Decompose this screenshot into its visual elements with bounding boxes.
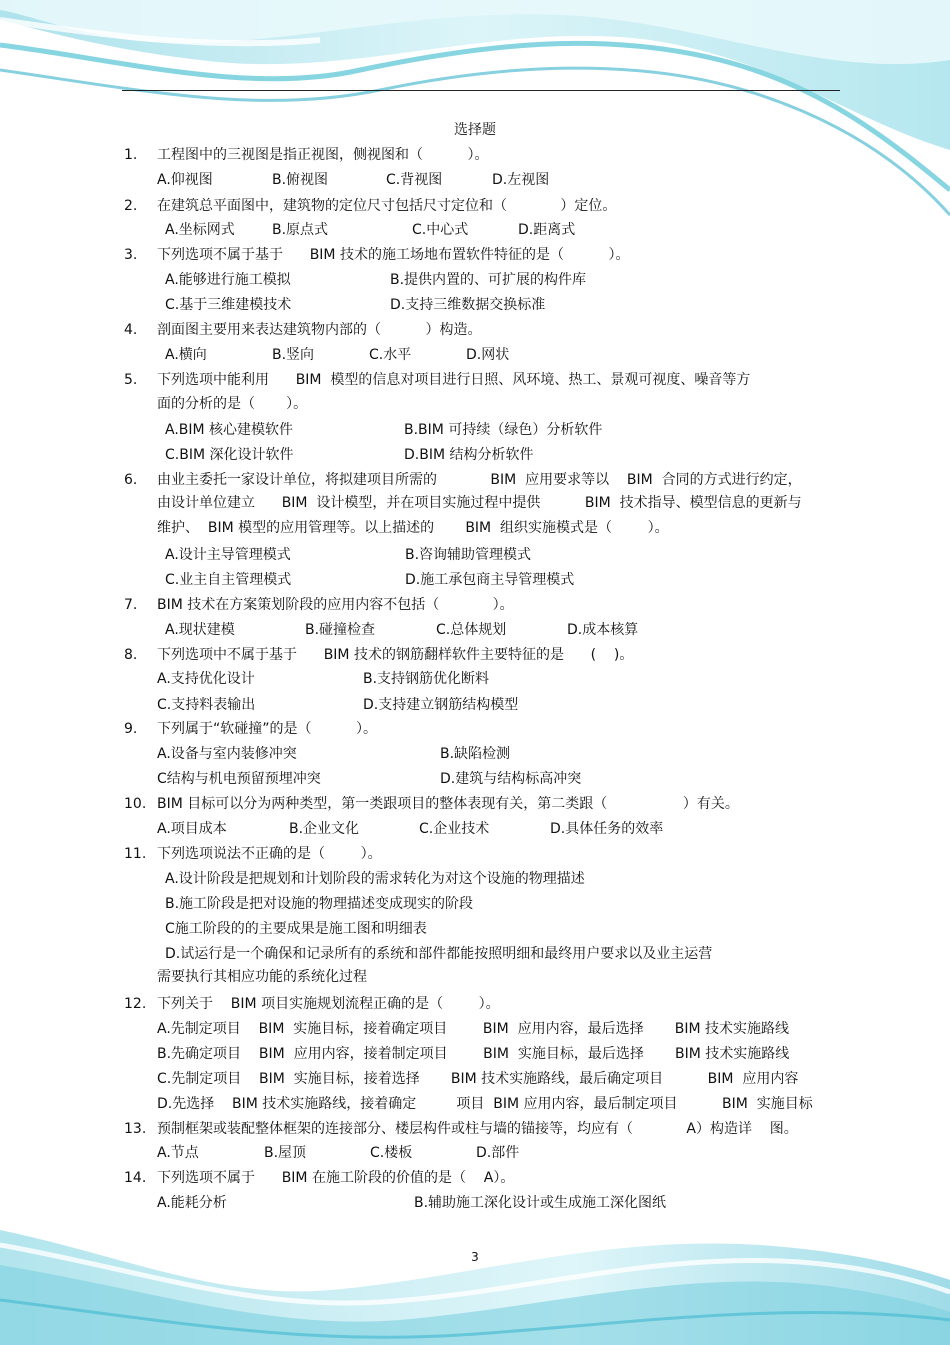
answer-option: C施工阶段的的主要成果是施工图和明细表: [165, 921, 427, 937]
question-stem-line: 由设计单位建立 BIM 设计模型，并在项目实施过程中提供 BIM 技术指导、模型信息的更新与: [157, 495, 802, 511]
answer-option: 需要执行其相应功能的系统化过程: [157, 969, 367, 985]
answer-option: B.施工阶段是把对设施的物理描述变成现实的阶段: [165, 896, 474, 912]
answer-option: D.部件: [476, 1145, 520, 1161]
page-number: 3: [471, 1250, 479, 1264]
answer-option: B.屋顶: [264, 1145, 307, 1161]
answer-option: A.坐标网式: [165, 222, 235, 238]
question-number: 6.: [124, 472, 138, 488]
question-stem-line: 工程图中的三视图是指正视图，侧视图和（ ）。: [157, 147, 489, 163]
question-stem-line: BIM 技术在方案策划阶段的应用内容不包括（ ）。: [157, 597, 514, 613]
answer-option: D.支持三维数据交换标准: [390, 297, 546, 313]
answer-option: C.先制定项目 BIM 实施目标，接着选择 BIM 技术实施路线，最后确定项目 BIM 应用内容: [157, 1071, 799, 1087]
answer-option: C.企业技术: [419, 821, 490, 837]
question-stem-line: 下列选项不属于基于 BIM 技术的施工场地布置软件特征的是（ ）。: [157, 247, 630, 263]
answer-option: A.节点: [157, 1145, 199, 1161]
question-number: 9.: [124, 721, 138, 737]
answer-option: B.竖向: [272, 347, 315, 363]
answer-option: A.BIM 核心建模软件: [165, 422, 294, 438]
answer-option: B.咨询辅助管理模式: [405, 547, 532, 563]
answer-option: B.支持钢筋优化断料: [363, 671, 490, 687]
page-title: 选择题: [454, 122, 496, 138]
answer-option: A.能耗分析: [157, 1195, 227, 1211]
answer-option: D.支持建立钢筋结构模型: [363, 697, 519, 713]
answer-option: A.设备与室内装修冲突: [157, 746, 297, 762]
question-stem-line: 由业主委托一家设计单位，将拟建项目所需的 BIM 应用要求等以 BIM 合同的方式进行约定，: [157, 472, 802, 488]
question-number: 10.: [124, 796, 147, 812]
question-stem-line: 剖面图主要用来表达建筑物内部的（ ）构造。: [157, 322, 482, 338]
answer-option: B.缺陷检测: [440, 746, 511, 762]
answer-option: B.提供内置的、可扩展的构件库: [390, 272, 587, 288]
question-stem-line: 预制框架或装配整体框架的连接部分、楼层构件或柱与墙的锚接等，均应有（ A）构造详 图。: [157, 1121, 798, 1137]
question-number: 14.: [124, 1170, 147, 1186]
question-stem-line: 维护、 BIM 模型的应用管理等。以上描述的 BIM 组织实施模式是（ ）。: [157, 520, 669, 536]
answer-option: C结构与机电预留预埋冲突: [157, 771, 321, 787]
question-stem-line: 下列选项中能利用 BIM 模型的信息对项目进行日照、风环境、热工、景观可视度、噪音等方: [157, 372, 751, 388]
answer-option: D.成本核算: [567, 622, 639, 638]
answer-option: D.网状: [466, 347, 510, 363]
question-number: 8.: [124, 647, 138, 663]
answer-option: B.俯视图: [272, 172, 329, 188]
answer-option: B.碰撞检查: [305, 622, 376, 638]
answer-option: A.仰视图: [157, 172, 213, 188]
question-number: 1.: [124, 147, 138, 163]
answer-option: D.建筑与结构标高冲突: [440, 771, 582, 787]
answer-option: D.先选择 BIM 技术实施路线，接着确定 项目 BIM 应用内容，最后制定项目 BIM 实施目标: [157, 1096, 813, 1112]
question-number: 12.: [124, 996, 147, 1012]
question-number: 5.: [124, 372, 138, 388]
question-number: 3.: [124, 247, 138, 263]
answer-option: D.施工承包商主导管理模式: [405, 572, 575, 588]
answer-option: C.背视图: [386, 172, 443, 188]
answer-option: B.原点式: [272, 222, 329, 238]
answer-option: C.总体规划: [436, 622, 507, 638]
answer-option: A.项目成本: [157, 821, 227, 837]
question-number: 13.: [124, 1121, 147, 1137]
question-stem-line: 下列选项中不属于基于 BIM 技术的钢筋翻样软件主要特征的是 ( )。: [157, 647, 634, 663]
question-number: 2.: [124, 198, 138, 214]
answer-option: C.水平: [369, 347, 412, 363]
answer-option: B.辅助施工深化设计或生成施工深化图纸: [414, 1195, 667, 1211]
header-rule: [122, 90, 840, 91]
answer-option: D.左视图: [492, 172, 550, 188]
question-stem-line: 下列选项说法不正确的是（ ）。: [157, 846, 382, 862]
answer-option: A.横向: [165, 347, 207, 363]
answer-option: C.支持料表输出: [157, 697, 256, 713]
answer-option: A.设计阶段是把规划和计划阶段的需求转化为对这个设施的物理描述: [165, 871, 585, 887]
question-stem-line: 下列属于“软碰撞”的是（ ）。: [157, 721, 378, 737]
question-stem-line: 下列选项不属于 BIM 在施工阶段的价值的是（ A）。: [157, 1170, 515, 1186]
answer-option: A.设计主导管理模式: [165, 547, 291, 563]
question-number: 11.: [124, 846, 147, 862]
answer-option: C.业主自主管理模式: [165, 572, 292, 588]
answer-option: B.企业文化: [289, 821, 360, 837]
answer-option: A.现状建模: [165, 622, 235, 638]
question-stem-line: BIM 目标可以分为两种类型，第一类跟项目的整体表现有关，第二类跟（ ）有关。: [157, 796, 739, 812]
answer-option: B.先确定项目 BIM 应用内容，接着制定项目 BIM 实施目标，最后选择 BIM 技术实施路线: [157, 1046, 790, 1062]
answer-option: D.试运行是一个确保和记录所有的系统和部件都能按照明细和最终用户要求以及业主运营: [165, 946, 713, 962]
answer-option: C.楼板: [370, 1145, 413, 1161]
question-stem-line: 面的分析的是（ ）。: [157, 396, 308, 412]
answer-option: C.中心式: [412, 222, 469, 238]
question-stem-line: 在建筑总平面图中，建筑物的定位尺寸包括尺寸定位和（ ）定位。: [157, 198, 617, 214]
answer-option: A.先制定项目 BIM 实施目标，接着确定项目 BIM 应用内容，最后选择 BIM 技术实施路线: [157, 1021, 790, 1037]
question-number: 7.: [124, 597, 138, 613]
answer-option: B.BIM 可持续（绿色）分析软件: [404, 422, 603, 438]
answer-option: C.BIM 深化设计软件: [165, 447, 294, 463]
answer-option: D.具体任务的效率: [550, 821, 664, 837]
answer-option: D.距离式: [518, 222, 576, 238]
question-stem-line: 下列关于 BIM 项目实施规划流程正确的是（ ）。: [157, 996, 500, 1012]
question-number: 4.: [124, 322, 138, 338]
answer-option: A.支持优化设计: [157, 671, 255, 687]
answer-option: A.能够进行施工模拟: [165, 272, 291, 288]
answer-option: C.基于三维建模技术: [165, 297, 292, 313]
answer-option: D.BIM 结构分析软件: [404, 447, 534, 463]
